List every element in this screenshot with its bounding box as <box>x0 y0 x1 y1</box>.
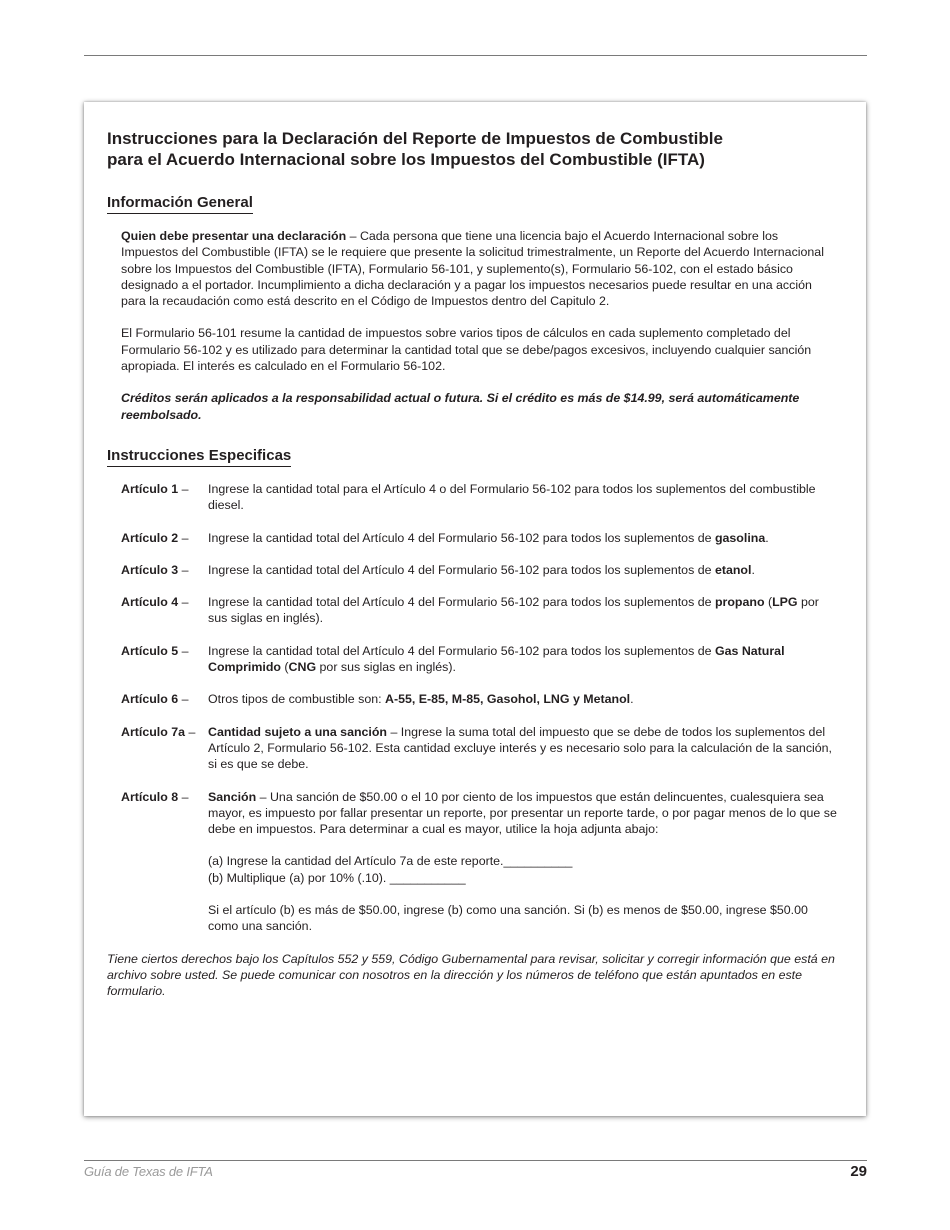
item-1-label: Artículo 1 <box>121 481 179 496</box>
item-3-fuel: etanol <box>714 562 752 577</box>
credits-paragraph: Créditos serán aplicados a la responsabilidad actual o futura. Si el crédito es más de $14.99, será automáticamente reembolsado. <box>121 391 800 422</box>
item-dash: – <box>178 595 189 610</box>
item-dash: – <box>178 562 189 577</box>
general-info-heading: Información General <box>107 193 253 214</box>
item-4-fuel: propano <box>714 595 765 610</box>
page-title <box>107 128 837 170</box>
item-2-end: . <box>765 530 769 545</box>
page-number: 29 <box>850 1163 867 1180</box>
item-2-label: Artículo 2 <box>121 530 179 545</box>
item-8-title: Sanción <box>208 789 257 804</box>
penalty-result: Si el artículo (b) es más de $50.00, ingrese (b) como una sanción. Si (b) es menos de $50.00, ingrese $50.00 como una sanción. <box>208 903 808 934</box>
item-7a-title: Cantidad sujeto a una sanción <box>208 724 388 739</box>
item-2 <box>121 530 837 546</box>
item-3-text <box>208 562 837 578</box>
item-6 <box>121 691 837 707</box>
footer-rule <box>84 1160 867 1161</box>
item-6-end: . <box>630 692 634 707</box>
item-3-label: Artículo 3 <box>121 562 179 577</box>
item-5-body: Ingrese la cantidad total del Artículo 4 del Formulario 56-102 para todos los suplementos de <box>208 643 715 658</box>
item-2-fuel: gasolina <box>714 530 766 545</box>
item-3-body: Ingrese la cantidad total del Artículo 4 del Formulario 56-102 para todos los suplementos de <box>208 562 715 577</box>
specific-items-list <box>107 481 837 935</box>
item-3-end: . <box>751 562 755 577</box>
page-title-line-2: para el Acuerdo Internacional sobre los Impuestos del Combustible (IFTA) <box>107 150 705 169</box>
item-4-label: Artículo 4 <box>121 595 179 610</box>
page-title-line-1: Instrucciones para la Declaración del Reporte de Impuestos de Combustible <box>107 129 723 148</box>
item-1 <box>121 481 837 514</box>
specific-instructions-heading: Instrucciones Especificas <box>107 446 291 467</box>
item-5-label: Artículo 5 <box>121 643 179 658</box>
instructions-panel <box>84 102 866 1116</box>
item-8-body: – Una sanción de $50.00 o el 10 por ciento de los impuestos que están delincuentes, cualesquiera sea mayor, es impuesto por fallar presentar un reporte, por presentar un reporte tarde, o por pagar menos de lo que se debe en impuestos. Para determinar a cual es mayor, utilice la hoja adjunta abajo: <box>208 789 837 837</box>
item-7a <box>121 724 837 773</box>
item-4-paren: ( <box>764 595 773 610</box>
item-7a-body: – Ingrese la suma total del impuesto que se debe de todos los suplementos del Artículo 2, Formulario 56-102. Esta cantidad excluye interés y es necesario solo para la calculación de la sanción, si es que se debe. <box>208 724 832 772</box>
item-5-fuel: Gas Natural Comprimido <box>208 643 785 675</box>
item-6-text <box>208 691 837 707</box>
penalty-line-b: (b) Multiplique (a) por 10% (.10). ___________ <box>208 870 466 885</box>
item-4-body: Ingrese la cantidad total del Artículo 4 del Formulario 56-102 para todos los suplementos de <box>208 595 715 610</box>
item-dash: – <box>185 724 196 739</box>
header-rule <box>84 55 867 56</box>
footer-guide-title: Guía de Texas de IFTA <box>84 1164 213 1179</box>
penalty-line-a: (a) Ingrese la cantidad del Artículo 7a de este reporte.__________ <box>208 854 573 869</box>
item-dash: – <box>178 643 189 658</box>
item-dash: – <box>178 692 189 707</box>
item-8 <box>121 789 837 935</box>
item-6-fuels: A-55, E-85, M-85, Gasohol, LNG y Metanol <box>385 692 631 707</box>
item-6-label: Artículo 6 <box>121 692 179 707</box>
item-5-text <box>208 643 837 676</box>
item-4-text <box>208 594 837 627</box>
item-4 <box>121 594 837 627</box>
rights-note: Tiene ciertos derechos bajo los Capítulos 552 y 559, Código Gubernamental para revisar, solicitar y corregir información que está en archivo sobre usted. Se puede comunicar con nosotros en la dirección y los números de teléfono que están apuntados en este formulario. <box>107 951 835 999</box>
item-2-body: Ingrese la cantidad total del Artículo 4 del Formulario 56-102 para todos los suplementos de <box>208 530 715 545</box>
summary-paragraph: El Formulario 56-101 resume la cantidad de impuestos sobre varios tipos de cálculos en cada suplemento completado del Formulario 56-102 y es utilizado para determinar la cantidad total que se debe/pagos excesivos, incluyendo cualquier sanción apropiada. El interés es calculado en el Formulario 56-102. <box>121 326 812 374</box>
panel-content <box>107 128 837 1000</box>
item-5-paren: ( <box>280 660 289 675</box>
item-8-text <box>208 789 837 935</box>
item-1-text: Ingrese la cantidad total para el Artículo 4 o del Formulario 56-102 para todos los suplementos del combustible diesel. <box>208 481 816 513</box>
who-must-file-text: – Cada persona que tiene una licencia bajo el Acuerdo Internacional sobre los Impuestos del Combustible (IFTA) se le requiere que presente la solicitud trimestralmente, un Reporte del Acuerdo Internacional sobre los Impuestos del Combustible (IFTA), Formulario 56-101, y suplemento(s), Formulario 56-102, con el estado básico designado a el portador. Incumplimiento a dicha declaración y a pagar los impuestos necesarios puede resultar en una acción para la recaudación como está descrito en el Código de Impuestos dentro del Capitulo 2. <box>121 229 824 309</box>
who-must-file-label: Quien debe presentar una declaración <box>121 229 347 243</box>
item-2-text <box>208 530 837 546</box>
general-info-block <box>107 228 837 423</box>
item-5-end: por sus siglas en inglés). <box>316 660 456 675</box>
item-5 <box>121 643 837 676</box>
item-dash: – <box>178 789 189 804</box>
item-dash: – <box>178 481 189 496</box>
item-4-acronym: LPG <box>772 595 798 610</box>
item-6-body: Otros tipos de combustible son: <box>208 692 385 707</box>
item-dash: – <box>178 530 189 545</box>
item-7a-text <box>208 724 837 773</box>
item-5-acronym: CNG <box>288 660 317 675</box>
item-8-label: Artículo 8 <box>121 789 179 804</box>
item-3 <box>121 562 837 578</box>
item-7a-label: Artículo 7a <box>121 724 186 739</box>
who-must-file-paragraph <box>121 228 837 309</box>
item-4-end: por sus siglas en inglés). <box>208 595 819 626</box>
